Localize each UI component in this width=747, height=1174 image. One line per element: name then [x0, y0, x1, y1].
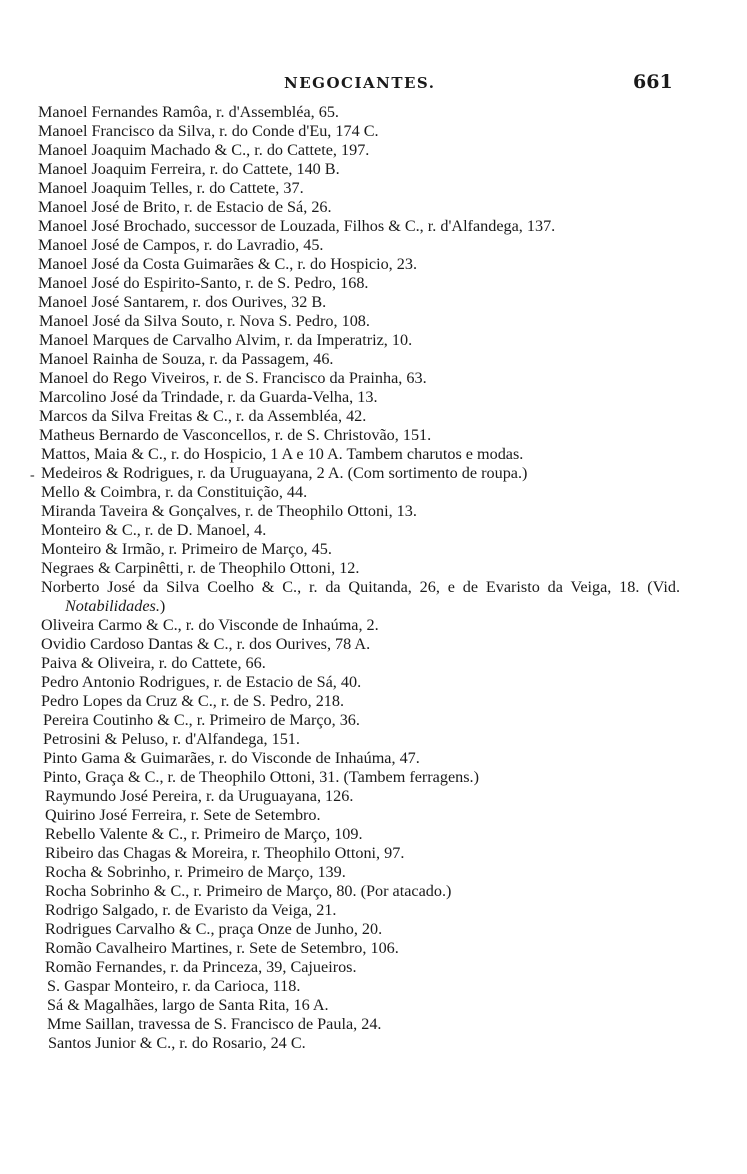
list-item: Manoel Joaquim Machado & C., r. do Cattete, 197.	[38, 141, 370, 159]
list-item: Pereira Coutinho & C., r. Primeiro de Março, 36.	[43, 711, 360, 729]
norberto-reference-italic: Notabilidades.	[65, 597, 160, 615]
list-item: Manoel do Rego Viveiros, r. de S. Francisco da Prainha, 63.	[39, 369, 427, 387]
list-item: Oliveira Carmo & C., r. do Visconde de Inhaúma, 2.	[41, 616, 379, 634]
list-item: Pinto Gama & Guimarães, r. do Visconde de Inhaúma, 47.	[43, 749, 420, 767]
list-item: Monteiro & Irmão, r. Primeiro de Março, 45.	[41, 540, 332, 558]
list-item: Romão Fernandes, r. da Princeza, 39, Cajueiros.	[45, 958, 357, 976]
list-item: Manoel José de Campos, r. do Lavradio, 45.	[38, 236, 324, 254]
list-item: Romão Cavalheiro Martines, r. Sete de Setembro, 106.	[45, 939, 399, 957]
list-item: Pedro Lopes da Cruz & C., r. de S. Pedro, 218.	[41, 692, 345, 710]
list-item: Sá & Magalhães, largo de Santa Rita, 16 A.	[47, 996, 329, 1014]
list-item: Raymundo José Pereira, r. da Uruguayana, 126.	[45, 787, 354, 805]
list-item: S. Gaspar Monteiro, r. da Carioca, 118.	[47, 977, 301, 995]
list-item: Rocha & Sobrinho, r. Primeiro de Março, 139.	[45, 863, 346, 881]
list-item: Mme Saillan, travessa de S. Francisco de Paula, 24.	[47, 1015, 382, 1033]
margin-mark: -	[30, 468, 35, 483]
list-item: Rodrigo Salgado, r. de Evaristo da Veiga, 21.	[45, 901, 337, 919]
list-item: Mello & Coimbra, r. da Constituição, 44.	[41, 483, 308, 501]
list-item: Pinto, Graça & C., r. de Theophilo Ottoni, 31. (Tambem ferragens.)	[43, 768, 479, 786]
list-item: Ribeiro das Chagas & Moreira, r. Theophilo Ottoni, 97.	[45, 844, 405, 862]
list-item: Matheus Bernardo de Vasconcellos, r. de S. Christovão, 151.	[39, 426, 432, 444]
page-title: NEGOCIANTES.	[284, 74, 436, 92]
list-item: Rebello Valente & C., r. Primeiro de Março, 109.	[45, 825, 363, 843]
list-item: Rocha Sobrinho & C., r. Primeiro de Março, 80. (Por atacado.)	[45, 882, 452, 900]
list-item: Petrosini & Peluso, r. d'Alfandega, 151.	[43, 730, 300, 748]
list-item: Quirino José Ferreira, r. Sete de Setembro.	[45, 806, 321, 824]
list-item: Manoel José da Costa Guimarães & C., r. do Hospicio, 23.	[38, 255, 418, 273]
list-item: Manoel Fernandes Ramôa, r. d'Assembléa, 65.	[38, 103, 339, 121]
list-item: Pedro Antonio Rodrigues, r. de Estacio de Sá, 40.	[41, 673, 362, 691]
list-item: Monteiro & C., r. de D. Manoel, 4.	[41, 521, 267, 539]
merchant-list	[38, 103, 680, 1053]
list-item: Marcolino José da Trindade, r. da Guarda-Velha, 13.	[39, 388, 378, 406]
list-item: Manoel José de Brito, r. de Estacio de Sá, 26.	[38, 198, 332, 216]
norberto-entry-text: Norberto José da Silva Coelho & C., r. da Quitanda, 26, e de Evaristo da Veiga, 18. (Vid.	[41, 578, 680, 596]
list-item: Negraes & Carpinêtti, r. de Theophilo Ottoni, 12.	[41, 559, 360, 577]
list-item: Miranda Taveira & Gonçalves, r. de Theophilo Ottoni, 13.	[41, 502, 417, 520]
list-item: Paiva & Oliveira, r. do Cattete, 66.	[41, 654, 266, 672]
page-header	[0, 71, 747, 98]
list-item: Manoel José do Espirito-Santo, r. de S. Pedro, 168.	[38, 274, 369, 292]
list-item	[38, 578, 680, 616]
list-item: Santos Junior & C., r. do Rosario, 24 C.	[48, 1034, 306, 1052]
list-item: Medeiros & Rodrigues, r. da Uruguayana, 2 A. (Com sortimento de roupa.)	[41, 464, 528, 482]
list-item: Manoel Joaquim Ferreira, r. do Cattete, 140 B.	[38, 160, 340, 178]
list-item: Manoel José Brochado, successor de Louzada, Filhos & C., r. d'Alfandega, 137.	[38, 217, 556, 235]
list-item: Manoel Rainha de Souza, r. da Passagem, 46.	[39, 350, 334, 368]
list-item: Manoel Joaquim Telles, r. do Cattete, 37.	[38, 179, 304, 197]
list-item: Manoel Marques de Carvalho Alvim, r. da Imperatriz, 10.	[39, 331, 413, 349]
list-item: Manoel José Santarem, r. dos Ourives, 32 B.	[38, 293, 327, 311]
page-number: 661	[633, 71, 673, 93]
list-item: Marcos da Silva Freitas & C., r. da Assembléa, 42.	[39, 407, 367, 425]
list-item: Manoel Francisco da Silva, r. do Conde d'Eu, 174 C.	[38, 122, 379, 140]
list-item: Rodrigues Carvalho & C., praça Onze de Junho, 20.	[45, 920, 383, 938]
list-item: Ovidio Cardoso Dantas & C., r. dos Ourives, 78 A.	[41, 635, 371, 653]
list-item: Mattos, Maia & C., r. do Hospicio, 1 A e 10 A. Tambem charutos e modas.	[41, 445, 524, 463]
norberto-close-paren: )	[159, 597, 166, 615]
list-item: Manoel José da Silva Souto, r. Nova S. Pedro, 108.	[39, 312, 370, 330]
